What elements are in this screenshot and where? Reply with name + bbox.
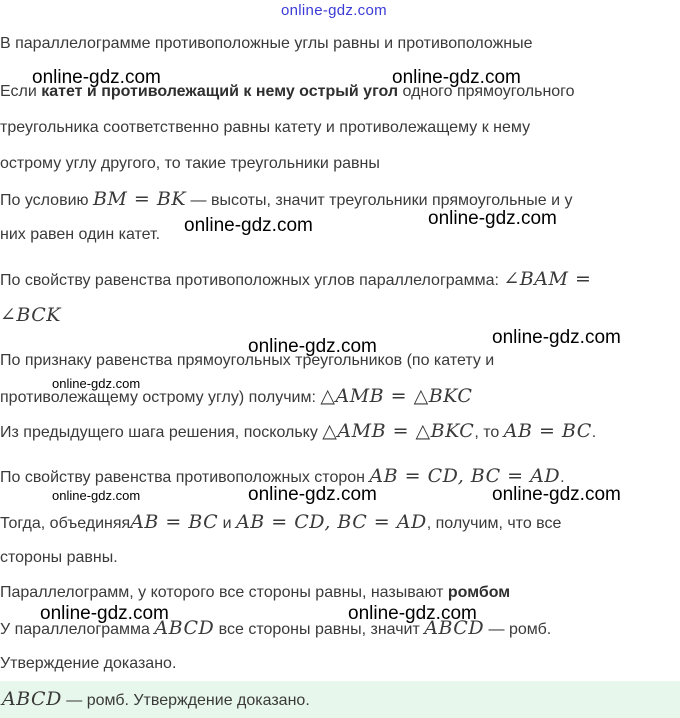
text-span: все стороны равны, значит [214,621,425,638]
text-span: . [591,424,597,441]
text-span: У параллелограмма [0,621,155,638]
text-line [0,583,510,603]
text-span: По условию [0,192,93,209]
watermark-top: online-gdz.com [281,2,387,19]
math-expr: ABCD [154,617,215,639]
text-line [0,305,61,327]
text-span: противолежащему острому углу) получим: [0,389,321,406]
text-span: , получим, что все [426,515,562,532]
text-line: треугольника соответственно равны катету и противолежащему к нему [0,119,531,136]
math-expr: ABCD [2,688,62,710]
math-expr: ABCD [424,617,485,639]
watermark: online-gdz.com [184,215,313,236]
text-line: них равен один катет. [0,226,161,243]
math-expr: ∠BAM = [503,268,592,290]
text-span: , то [474,424,504,441]
answer-line [2,689,310,711]
math-expr: AB = CD, BC = AD [369,465,561,487]
watermark: online-gdz.com [52,488,141,503]
text-line: Утверждение доказано. [0,655,177,672]
watermark: online-gdz.com [492,484,621,505]
text-line: острому углу другого, то такие треугольники равны [0,155,380,172]
math-expr: AB = BC [503,420,592,442]
math-expr: △AMB = △BKC [320,385,473,407]
text-span: Тогда, объединяя [0,515,131,532]
watermark: online-gdz.com [248,484,377,505]
text-span: Если [0,83,42,100]
text-span: Параллелограмм, у которого все стороны равны, называют [0,584,448,601]
text-line [0,269,591,291]
watermark: online-gdz.com [40,603,169,624]
text-line [0,421,596,443]
text-span: . [560,469,565,486]
math-expr: AB = BC [130,511,219,533]
text-span: одного прямоугольного [398,83,575,100]
watermark: online-gdz.com [32,67,161,88]
text-line: стороны равны. [0,549,118,566]
text-line: В параллелограмме противоположные углы равны и противоположные [0,35,533,52]
watermark: online-gdz.com [428,208,557,229]
text-span: Из предыдущего шага решения, поскольку [0,424,323,441]
math-expr: BM = BK [92,188,187,210]
math-expr: AB = CD, BC = AD [236,511,427,533]
bold-term: ромбом [447,584,511,601]
text-span: и [218,515,237,532]
text-span: — ромб. Утверждение доказано. [61,692,310,709]
text-span: По свойству равенства противоположных углов параллелограмма: [0,272,504,289]
watermark: online-gdz.com [392,67,521,88]
text-span: — высоты, значит треугольники прямоугольные и у [186,192,573,209]
text-line [0,512,561,534]
math-expr: ∠BCK [0,304,61,326]
text-line: По признаку равенства прямоугольных треугольников (по катету и [0,352,495,369]
watermark: online-gdz.com [248,336,377,357]
text-span: — ромб. [484,621,552,638]
math-expr: △AMB = △BKC [322,420,475,442]
watermark: online-gdz.com [348,603,477,624]
watermark: online-gdz.com [492,327,621,348]
bold-term: катет и противолежащий к нему острый угол [41,83,399,100]
watermark: online-gdz.com [52,376,141,391]
text-span: По свойству равенства противоположных сторон [0,469,370,486]
